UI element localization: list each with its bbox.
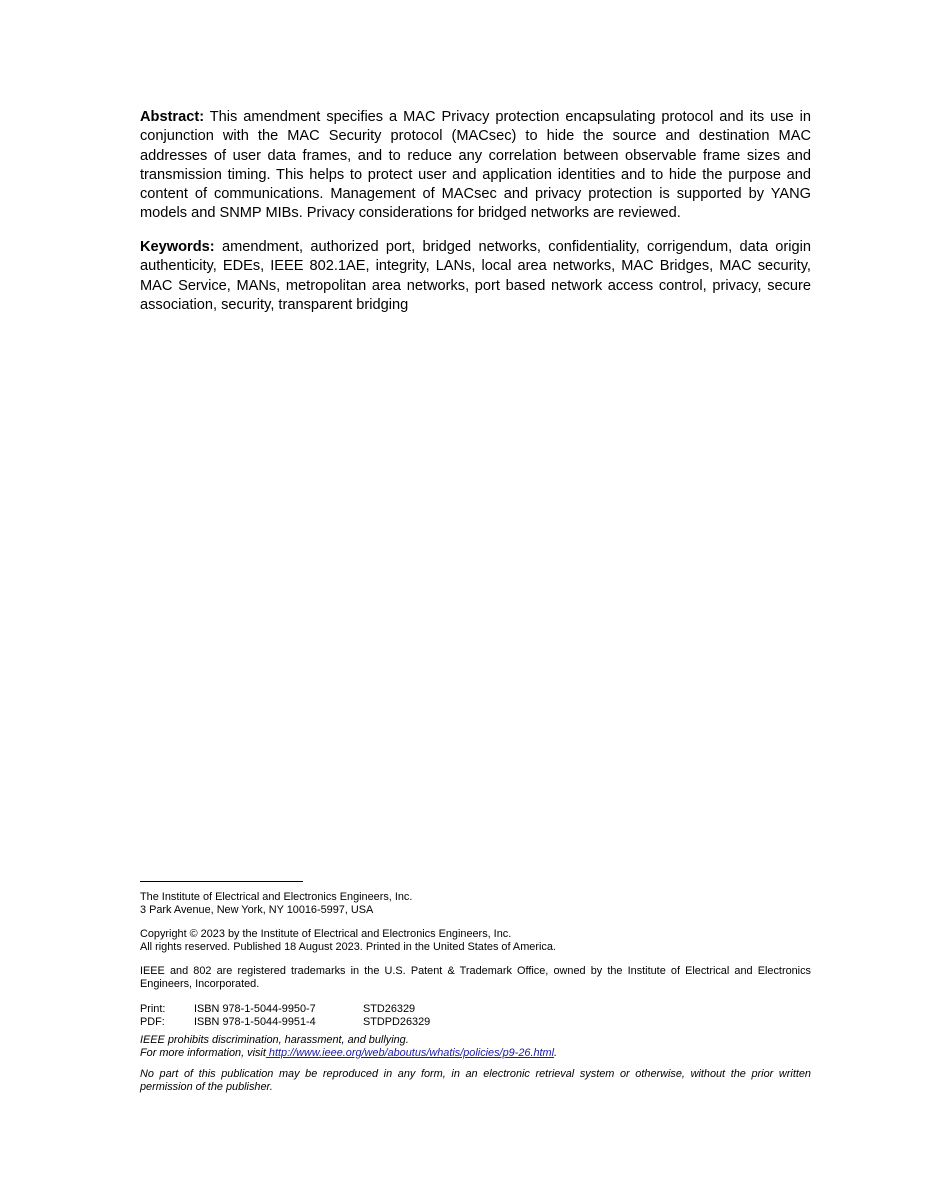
copyright-block bbox=[140, 928, 811, 953]
abstract-paragraph bbox=[140, 108, 811, 224]
isbn-format: Print: bbox=[140, 1003, 166, 1015]
document-page bbox=[140, 0, 811, 1185]
isbn-number: ISBN 978-1-5044-9951-4 bbox=[194, 1015, 316, 1028]
isbn-code: STDPD26329 bbox=[363, 1015, 431, 1028]
permission-notice: No part of this publication may be reproduced in any form, in an electronic retrieval system or otherwise, without the prior written permission of the publisher. bbox=[140, 1068, 811, 1093]
isbn-number: ISBN 978-1-5044-9950-7 bbox=[194, 1003, 316, 1015]
publisher-block bbox=[140, 891, 811, 916]
copyright-line: Copyright © 2023 by the Institute of Electrical and Electronics Engineers, Inc. bbox=[140, 928, 512, 940]
policy-link[interactable]: http://www.ieee.org/web/aboutus/whatis/policies/p9-26.html bbox=[265, 1046, 555, 1059]
isbn-row-pdf bbox=[140, 1016, 811, 1029]
isbn-table bbox=[140, 1003, 811, 1028]
footnote-divider bbox=[140, 881, 303, 882]
publisher-address: 3 Park Avenue, New York, NY 10016-5997, USA bbox=[140, 903, 374, 916]
policy-block bbox=[140, 1034, 811, 1059]
abstract-label: Abstract: bbox=[140, 109, 205, 125]
more-info-line bbox=[140, 1047, 811, 1060]
keywords-label: Keywords: bbox=[140, 239, 215, 255]
isbn-row-print bbox=[140, 1003, 811, 1016]
trademark-notice: IEEE and 802 are registered trademarks in the U.S. Patent & Trademark Office, owned by the Institute of Electrical and Electronics Engineers, Incorporated. bbox=[140, 965, 811, 990]
isbn-format: PDF: bbox=[140, 1015, 165, 1028]
more-info-prefix: For more information, visit bbox=[140, 1046, 266, 1059]
publisher-name: The Institute of Electrical and Electronics Engineers, Inc. bbox=[140, 891, 413, 903]
keywords-paragraph bbox=[140, 238, 811, 315]
more-info-suffix: . bbox=[554, 1046, 558, 1059]
policy-line: IEEE prohibits discrimination, harassment, and bullying. bbox=[140, 1034, 409, 1046]
isbn-code: STD26329 bbox=[363, 1003, 416, 1015]
keywords-text: amendment, authorized port, bridged networks, confidentiality, corrigendum, data origin authenticity, EDEs, IEEE 802.1AE, integrity, LANs, local area networks, MAC Bridges, MAC security, MAC Service, MANs, metropolitan area networks, port based network access control, privacy, secure association, security, transparent bridging bbox=[140, 239, 811, 313]
rights-line: All rights reserved. Published 18 August 2023. Printed in the United States of America. bbox=[140, 940, 556, 953]
abstract-text: This amendment specifies a MAC Privacy protection encapsulating protocol and its use in conjunction with the MAC Security protocol (MACsec) to hide the source and destination MAC addresses of user data frames, and to reduce any correlation between observable frame sizes and transmission timing. This helps to protect user and application identities and to hide the purpose and content of communications. Management of MACsec and privacy protection is supported by YANG models and SNMP MIBs. Privacy considerations for bridged networks are reviewed. bbox=[140, 109, 811, 222]
